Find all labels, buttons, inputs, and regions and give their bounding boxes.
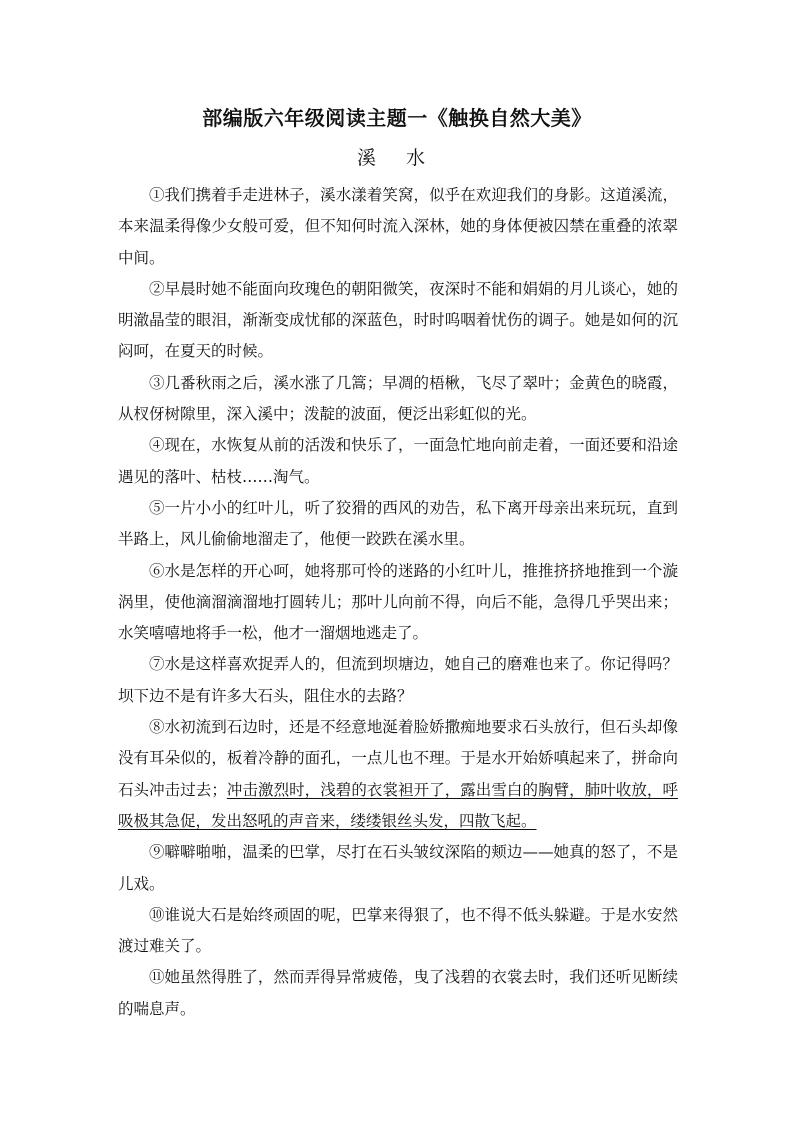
paragraph-3: ③几番秋雨之后，溪水涨了几篙；早凋的梧楸，飞尽了翠叶；金黄色的晓霞，从杈伢树隙里，深入溪中；泼靛的波面，便泛出彩虹似的光。	[118, 373, 678, 424]
underlined-sentence: 冲击激烈时，浅碧的衣裳袒开了，露出雪白的胸臂，肺叶收放，呼吸极其急促，发出怒吼的声音来，缕缕银丝头发，四散飞起。	[118, 780, 678, 830]
essay-title: 溪 水	[356, 147, 438, 169]
paragraph-11: ⑪她虽然得胜了，然而弄得异常疲倦，曳了浅碧的衣裳去时，我们还听见断续的喘息声。	[118, 968, 678, 1018]
paragraph-8-text: ⑧水初流到石边时，还是不经意地涎着脸娇撒痴地要求石头放行，但石头却像没有耳朵似的，板着冷静的面孔，一点儿也不理。于是水开始娇嗔起来了，拼命向石头冲击过去；	[118, 718, 678, 799]
paragraph-8	[118, 712, 678, 837]
paragraph-7: ⑦水是这样喜欢捉弄人的，但流到坝塘边，她自己的磨难也来了。你记得吗？坝下边不是有许多大石头，阻住水的去路？	[118, 655, 678, 705]
essay-body	[118, 180, 678, 1025]
document-title: 部编版六年级阅读主题一《触换自然大美》	[202, 106, 592, 130]
paragraph-6: ⑥水是怎样的开心呵，她将那可怜的迷路的小红叶儿，推推挤挤地推到一个漩涡里，使他滴溜滴溜地打圆转儿；那叶儿向前不得，向后不能，急得几乎哭出来；水笑嘻嘻地将手一松，他才一溜烟地逃走了。	[118, 561, 678, 643]
paragraph-2: ②早晨时她不能面向玫瑰色的朝阳微笑，夜深时不能和娟娟的月儿谈心，她的明澈晶莹的眼泪，渐渐变成忧郁的深蓝色，时时呜咽着忧伤的调子。她是如何的沉闷呵，在夏天的时候。	[118, 279, 678, 361]
paragraph-1: ①我们携着手走进林子，溪水漾着笑窝，似乎在欢迎我们的身影。这道溪流，本来温柔得像少女般可爱，但不知何时流入深林，她的身体便被囚禁在重叠的浓翠中间。	[118, 186, 678, 267]
paragraph-9: ⑨噼噼啪啪，温柔的巴掌，尽打在石头皱纹深陷的颊边——她真的怒了，不是儿戏。	[118, 843, 678, 893]
paragraph-4: ④现在，水恢复从前的活泼和快乐了，一面急忙地向前走着，一面还要和沿途遇见的落叶、枯枝……淘气。	[118, 436, 678, 486]
paragraph-10: ⑩谁说大石是始终顽固的呢，巴掌来得狠了，也不得不低头躲避。于是水安然渡过难关了。	[118, 905, 678, 956]
paragraph-5: ⑤一片小小的红叶儿，听了狡猾的西风的劝告，私下离开母亲出来玩玩，直到半路上，风儿偷偷地溜走了，他便一跤跌在溪水里。	[118, 498, 678, 549]
